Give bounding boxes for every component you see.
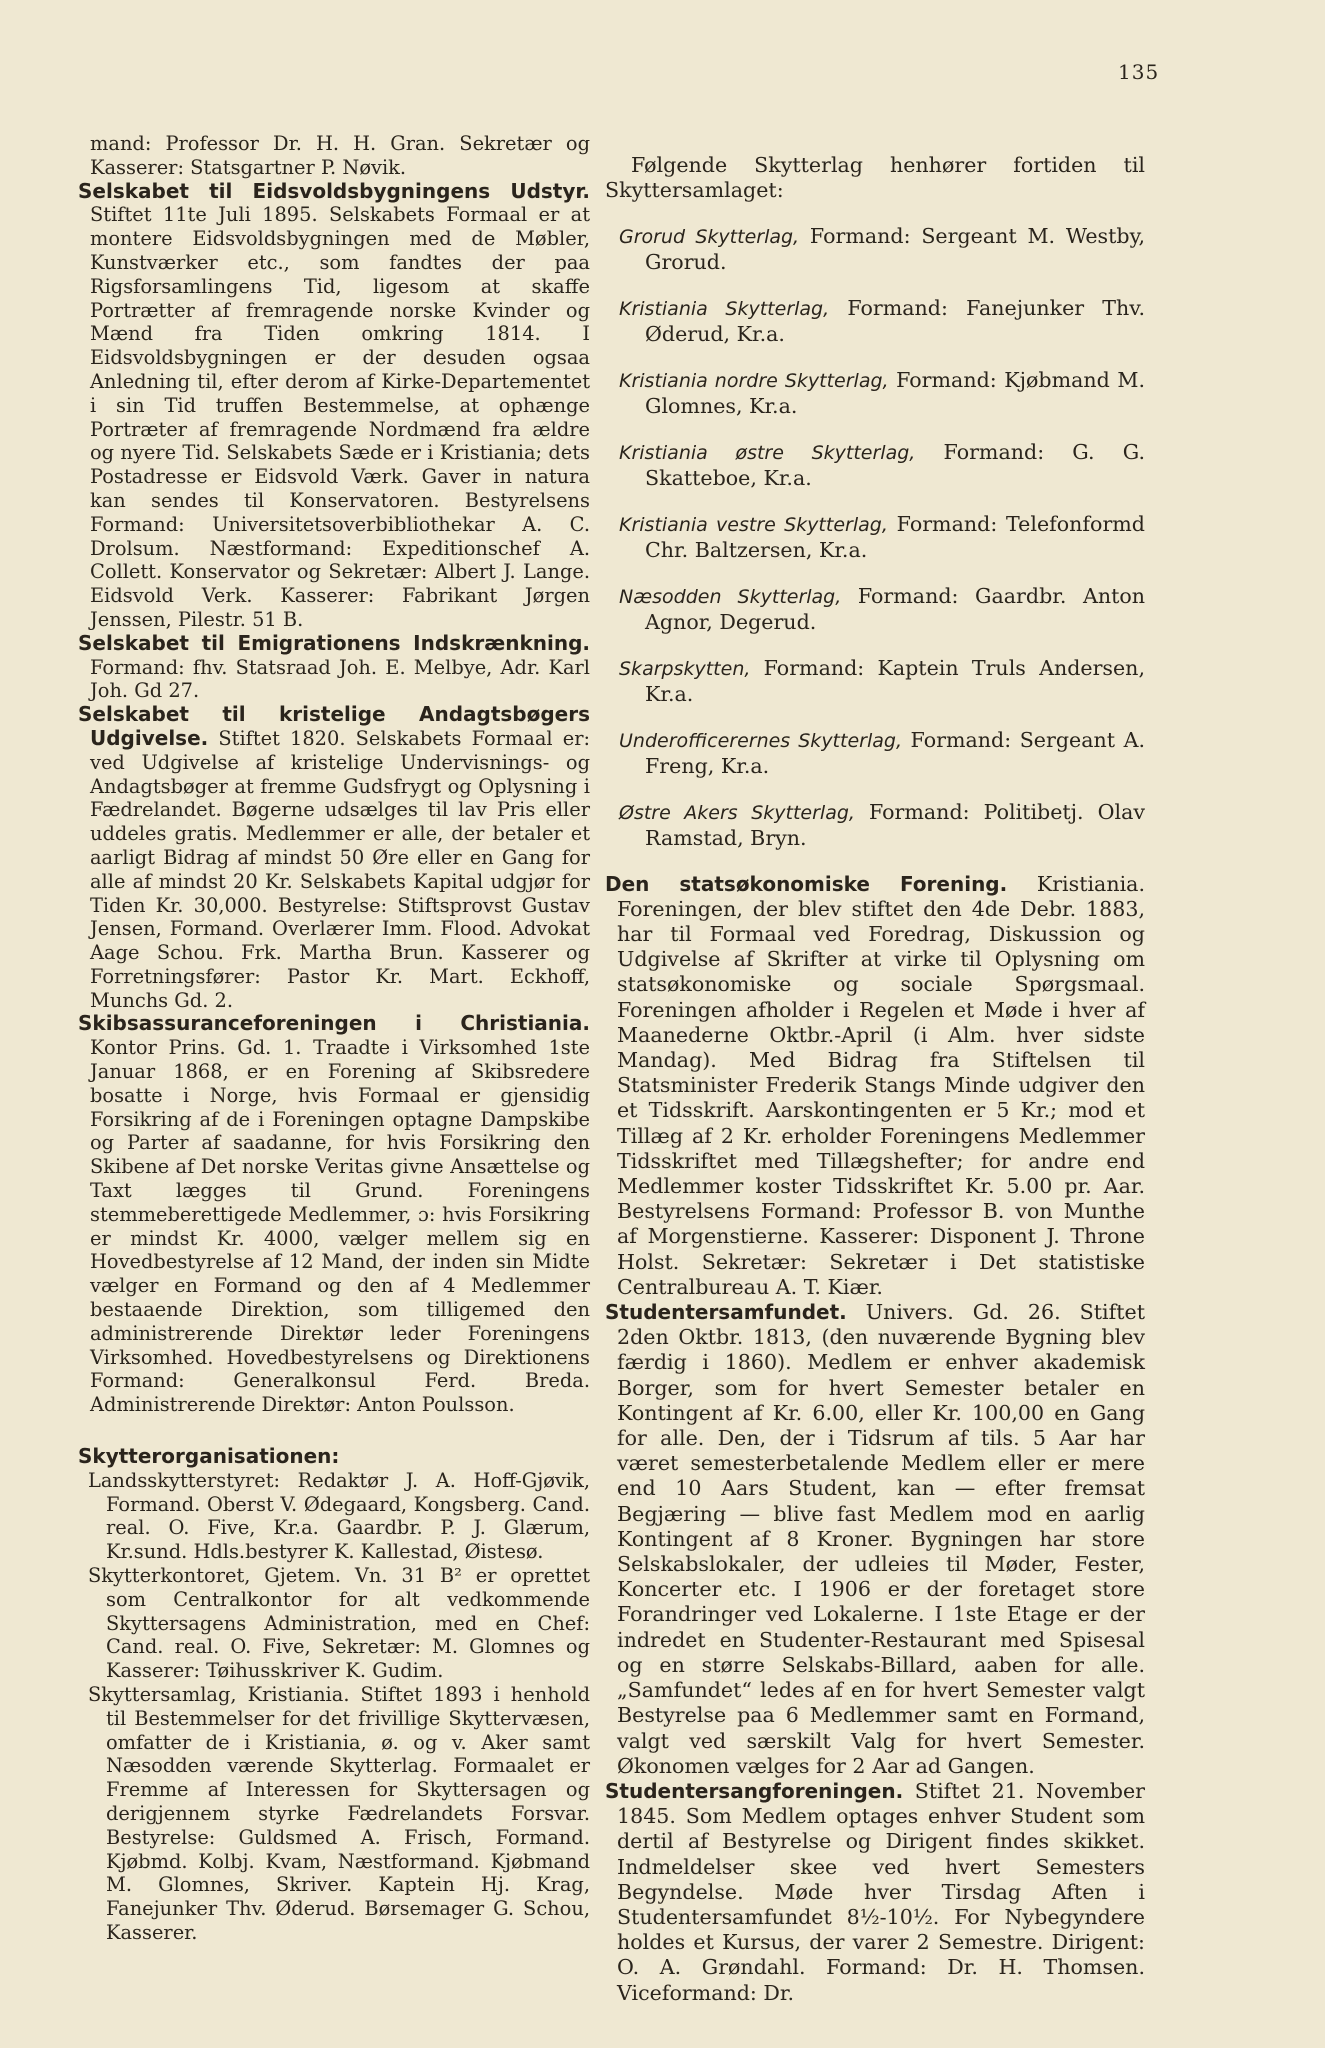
- entry-studentersamfundet: Studentersamfundet. Univers. Gd. 26. Stiftet 2den Oktbr. 1813, (den nuværende Bygning blev færdig i 1860). Medlem er enhver akademisk Borger, som for hvert Semester betaler en Kontingent af Kr. 6.00, eller Kr. 100,00 en Gang for alle. Den, der i Tidsrum af tils. 5 Aar har været semesterbetalende Medlem eller er mere end 10 Aars Student, kan — efter fremsat Begjæring — blive fast Medlem mod en aarlig Kontingent af 8 Kroner. Bygningen har store Selskabslokaler, der udleies til Møder, Fester, Koncerter etc. I 1906 er der foretaget store Forandringer ved Lokalerne. I 1ste Etage er der indredet en Studenter-Restaurant med Spisesal og en større Selskabs-Billard, aaben for alle. „Samfundet“ ledes af en for hvert Semester valgt Bestyrelse paa 6 Medlemmer samt en Formand, valgt ved særskilt Valg for hvert Semester. Økonomen vælges for 2 Aar ad Gangen.: [605, 1300, 1146, 1778]
- skytter-item: Skytterkontoret, Gjetem. Vn. 31 B² er oprettet som Centralkontor for alt vedkommende Skyttersagens Administration, med en Chef: Cand. real. O. Five, Sekretær: M. Glomnes og Kasserer: Tøihusskriver K. Gudim.: [88, 1564, 590, 1683]
- club-entry: Kristiania østre Skytterlag, Formand: G. G. Skatteboe, Kr.a.: [619, 439, 1146, 490]
- club-name: Kristiania østre Skytterlag,: [619, 441, 916, 464]
- entry-heading: Selskabet til kristelige Andagtsbøgers Udgivelse.: [78, 702, 590, 750]
- club-name: Næsodden Skytterlag,: [619, 585, 842, 608]
- entry-andagtsboger: Selskabet til kristelige Andagtsbøgers Udgivelse. Stiftet 1820. Selskabets Formaal er: ved Udgivelse af kristelige Undervisnings- og Andagtsbøger at fremme Gudsfrygt og Oplysning i Fædrelandet. Bøgerne udsælges til lav Pris eller uddeles gratis. Medlemmer er alle, der betaler et aarligt Bidrag af mindst 50 Øre eller en Gang for alle af mindst 20 Kr. Selskabets Kapital udgjør for Tiden Kr. 30,000. Bestyrelse: Stiftsprovst Gustav Jensen, Formand. Overlærer Imm. Flood. Advokat Aage Schou. Frk. Martha Brun. Kasserer og Forretningsfører: Pastor Kr. Mart. Eckhoff, Munchs Gd. 2.: [78, 702, 590, 1012]
- entry-emigration: Selskabet til Emigrationens Indskrænkning. Formand: fhv. Statsraad Joh. E. Melbye, Adr. Karl Joh. Gd 27.: [78, 630, 590, 703]
- page-number: 135: [1118, 60, 1160, 84]
- entry-statsokonomiske: Den statsøkonomiske Forening. Kristiania. Foreningen, der blev stiftet den 4de Debr. 1883, har til Formaal ved Foredrag, Diskussion og Udgivelse af Skrifter at virke til Oplysning om statsøkonomiske og sociale Spørgsmaal. Foreningen afholder i Regelen et Møde i hver af Maanederne Oktbr.-April (i Alm. hver sidste Mandag). Med Bidrag fra Stiftelsen til Statsminister Frederik Stangs Minde udgiver den et Tidsskrift. Aarskontingenten er 5 Kr.; mod et Tillæg af 2 Kr. erholder Foreningens Medlemmer Tidsskriftet med Tillægshefter; for andre end Medlemmer koster Tidsskriftet Kr. 5.00 pr. Aar. Bestyrelsens Formand: Professor B. von Munthe af Morgenstierne. Kasserer: Disponent J. Throne Holst. Sekretær: Sekretær i Det statistiske Centralbureau A. T. Kiær.: [605, 871, 1146, 1299]
- club-name: Skarpskytten,: [619, 657, 751, 680]
- left-column: [78, 132, 590, 1945]
- entry-skibsassurance: Skibsassuranceforeningen i Christiania. Kontor Prins. Gd. 1. Traadte i Virksomhed 1ste Januar 1868, er en Forening af Skibsredere bosatte i Norge, hvis Formaal er gjensidig Forsikring af de i Foreningen optagne Dampskibe og Parter af saadanne, for hvis Forsikring den Skibene af Det norske Veritas givne Ansættelse og Taxt lægges til Grund. Foreningens stemmeberettigede Medlemmer, ɔ: hvis Forsikring er mindst Kr. 4000, vælger mellem sig en Hovedbestyrelse af 12 Mand, der inden sin Midte vælger en Formand og den af 4 Medlemmer bestaaende Direktion, som tilligemed den administrerende Direktør leder Foreningens Virksomhed. Hovedbestyrelsens og Direktionens Formand: Generalkonsul Ferd. Breda. Administrerende Direktør: Anton Poulsson.: [78, 1011, 590, 1417]
- entry-heading: Studentersamfundet.: [605, 1300, 847, 1325]
- right-column: [605, 132, 1145, 2006]
- club-entry: Grorud Skytterlag, Formand: Sergeant M. Westby, Grorud.: [619, 223, 1146, 274]
- club-name: Kristiania vestre Skytterlag,: [619, 513, 888, 536]
- club-entry: Underofficerernes Skytterlag, Formand: Sergeant A. Freng, Kr.a.: [619, 727, 1145, 778]
- entry-heading: Selskabet til Emigrationens Indskrænkning.: [78, 630, 590, 655]
- club-name: Grorud Skytterlag,: [619, 225, 800, 248]
- skytter-heading: Skytterorganisationen:: [78, 1444, 340, 1469]
- entry-continuation: mand: Professor Dr. H. H. Gran. Sekretær og Kasserer: Statsgartner P. Nøvik.: [90, 132, 590, 179]
- skytter-item: Skyttersamlag, Kristiania. Stiftet 1893 i henhold til Bestemmelser for det frivillige Skyttervæsen, omfatter de i Kristiania, ø. og v. Aker samt Næsodden værende Skytterlag. Formaalet er Fremme af Interessen for Skyttersagen og derigjennem styrke Fædrelandets Forsvar. Bestyrelse: Guldsmed A. Frisch, Formand. Kjøbmd. Kolbj. Kvam, Næstformand. Kjøbmand M. Glomnes, Skriver. Kaptein Hj. Krag, Fanejunker Thv. Øderud. Børsemager G. Schou, Kasserer.: [88, 1683, 590, 1944]
- club-name: Kristiania nordre Skytterlag,: [619, 369, 889, 392]
- club-entry: Kristiania vestre Skytterlag, Formand: Telefonformd Chr. Baltzersen, Kr.a.: [619, 511, 1145, 562]
- skytter-item: Landsskytterstyret: Redaktør J. A. Hoff-Gjøvik, Formand. Oberst V. Ødegaard, Kongsberg. Cand. real. O. Five, Kr.a. Gaardbr. P. J. Glærum, Kr.sund. Hdls.bestyrer K. Kallestad, Øistesø.: [88, 1468, 590, 1564]
- entry-heading: Selskabet til Eidsvoldsbygningens Udstyr.: [78, 178, 590, 203]
- club-entry: Næsodden Skytterlag, Formand: Gaardbr. Anton Agnor, Degerud.: [619, 583, 1146, 634]
- skytterlag-intro: Følgende Skytterlag henhører fortiden til Skyttersamlaget:: [605, 152, 1145, 202]
- club-entry: Kristiania Skytterlag, Formand: Fanejunker Thv. Øderud, Kr.a.: [619, 295, 1146, 346]
- entry-heading: Den statsøkonomiske Forening.: [605, 871, 1008, 896]
- club-entry: Østre Akers Skytterlag, Formand: Politibetj. Olav Ramstad, Bryn.: [619, 799, 1146, 850]
- entry-heading: Skibsassuranceforeningen i Christiania.: [78, 1011, 590, 1036]
- club-entry: Kristiania nordre Skytterlag, Formand: Kjøbmand M. Glomnes, Kr.a.: [619, 367, 1145, 418]
- club-name: Underofficerernes Skytterlag,: [619, 729, 902, 752]
- club-name: Østre Akers Skytterlag,: [619, 801, 855, 824]
- entry-heading: Studentersangforeningen.: [605, 1778, 904, 1803]
- entry-eidsvold: Selskabet til Eidsvoldsbygningens Udstyr. Stiftet 11te Juli 1895. Selskabets Formaal er at montere Eidsvoldsbygningen med de Møbler, Kunstværker etc., som fandtes der paa Rigsforsamlingens Tid, ligesom at skaffe Portrætter af fremragende norske Kvinder og Mænd fra Tiden omkring 1814. I Eidsvoldsbygningen er der desuden ogsaa Anledning til, efter derom af Kirke-Departementet i sin Tid truffen Bestemmelse, at ophænge Portræter af fremragende Nordmænd fra ældre og nyere Tid. Selskabets Sæde er i Kristiania; dets Postadresse er Eidsvold Værk. Gaver in natura kan sendes til Konservatoren. Bestyrelsens Formand: Universitetsoverbibliothekar A. C. Drolsum. Næstformand: Expeditionschef A. Collett. Konservator og Sekretær: Albert J. Lange. Eidsvold Verk. Kasserer: Fabrikant Jørgen Jenssen, Pilestr. 51 B.: [78, 178, 590, 631]
- club-entry: Skarpskytten, Formand: Kaptein Truls Andersen, Kr.a.: [619, 655, 1145, 706]
- entry-studentersangforeningen: Studentersangforeningen. Stiftet 21. November 1845. Som Medlem optages enhver Student som dertil af Bestyrelse og Dirigent findes skikket. Indmeldelser skee ved hvert Semesters Begyndelse. Møde hver Tirsdag Aften i Studentersamfundet 8½-10½. For Nybegyndere holdes et Kursus, der varer 2 Semestre. Dirigent: O. A. Grøndahl. Formand: Dr. H. Thomsen. Viceformand: Dr.: [605, 1778, 1146, 2005]
- club-name: Kristiania Skytterlag,: [619, 297, 830, 320]
